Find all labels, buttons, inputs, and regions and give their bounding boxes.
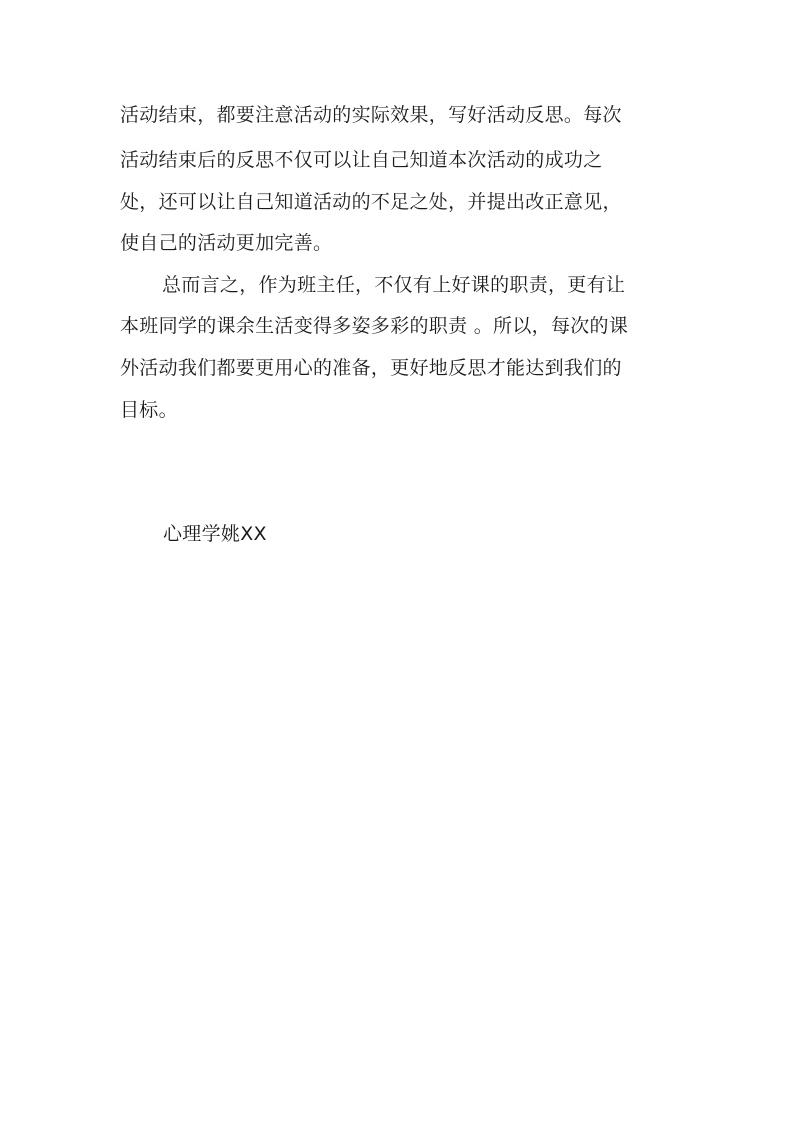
paragraph-1-line-3: 处，还可以让自己知道活动的不足之处，并提出改正意见，	[120, 191, 622, 213]
signature: 心理学姚XX	[163, 523, 267, 545]
paragraph-2-line-1: 总而言之，作为班主任，不仅有上好课的职责，更有让	[162, 274, 626, 296]
paragraph-2-line-2: 本班同学的课余生活变得多姿多彩的职责 。所以，每次的课	[120, 315, 629, 337]
paragraph-2-line-4: 目标。	[120, 399, 178, 421]
paragraph-1-line-2: 活动结束后的反思不仅可以让自己知道本次活动的成功之	[120, 149, 603, 171]
paragraph-2-line-3: 外活动我们都要更用心的准备，更好地反思才能达到我们的	[120, 357, 622, 379]
paragraph-1-line-4: 使自己的活动更加完善。	[120, 232, 333, 254]
paragraph-1-line-1: 活动结束，都要注意活动的实际效果，写好活动反思。每次	[120, 104, 622, 126]
